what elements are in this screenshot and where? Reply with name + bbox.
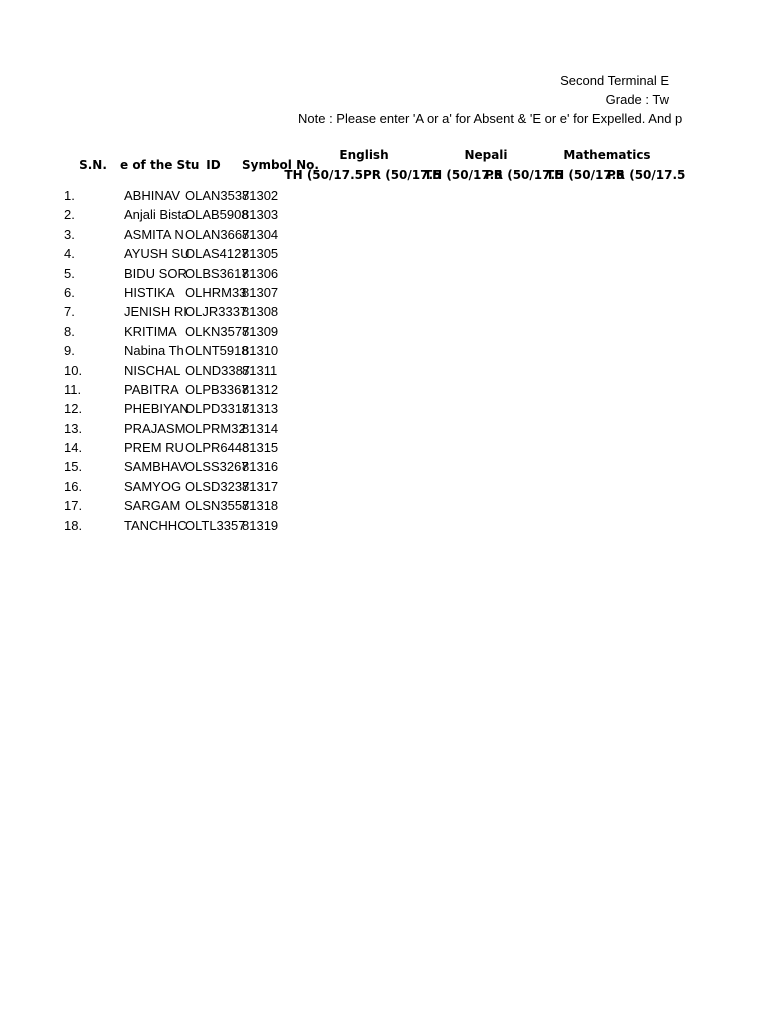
cell-sn[interactable]: 15. [64, 459, 83, 475]
cell-student-id[interactable]: OLND3387 [185, 362, 251, 378]
cell-student-name[interactable]: Anjali Bista [124, 207, 189, 223]
table-row [0, 244, 768, 263]
header-id: ID [206, 158, 221, 172]
cell-symbol-no[interactable]: 81308 [242, 304, 279, 320]
cell-student-id[interactable]: OLSN3557 [185, 498, 250, 514]
cell-sn[interactable]: 2. [64, 207, 75, 223]
cell-symbol-no[interactable]: 81311 [242, 362, 278, 378]
instruction-note: Note : Please enter 'A or a' for Absent & 'E or e' for Expelled. And p [298, 111, 683, 126]
cell-student-id[interactable]: OLSS3267 [185, 459, 249, 475]
cell-student-name[interactable]: ASMITA N [124, 226, 184, 242]
table-row [0, 205, 768, 224]
cell-student-name[interactable]: JENISH RI [124, 304, 187, 320]
cell-student-id[interactable]: OLSD3237 [185, 478, 250, 494]
cell-student-id[interactable]: OLPB3367 [185, 381, 249, 397]
cell-student-id[interactable]: OLPR6448 [185, 440, 250, 456]
report-title: Second Terminal E [560, 73, 669, 88]
cell-student-id[interactable]: OLAB5908 [185, 207, 249, 223]
table-row [0, 496, 768, 515]
subject-english: English [339, 148, 389, 162]
cell-symbol-no[interactable]: 81304 [242, 226, 279, 242]
cell-sn[interactable]: 9. [64, 343, 75, 359]
table-row [0, 341, 768, 360]
cell-sn[interactable]: 17. [64, 498, 83, 514]
cell-student-id[interactable]: OLAS4127 [185, 246, 249, 262]
cell-student-id[interactable]: OLAN3537 [185, 188, 250, 203]
cell-sn[interactable]: 12. [64, 401, 83, 417]
cell-student-name[interactable]: BIDU SOR [124, 265, 187, 281]
table-row [0, 361, 768, 380]
cell-student-name[interactable]: PRAJASM [124, 420, 186, 436]
cell-sn[interactable]: 13. [64, 420, 83, 436]
subheader-english-pr: PR (50/17.5 [363, 168, 442, 182]
cell-symbol-no[interactable]: 81307 [242, 284, 279, 300]
subheader-nepali-pr: PR (50/17.5 [485, 168, 564, 182]
cell-symbol-no[interactable]: 81315 [242, 440, 279, 456]
grade-label: Grade : Tw [605, 92, 669, 107]
cell-symbol-no[interactable]: 81314 [242, 420, 279, 436]
cell-student-name[interactable]: SAMYOG [124, 478, 182, 494]
cell-student-name[interactable]: NISCHAL [124, 362, 181, 378]
cell-symbol-no[interactable]: 81305 [242, 246, 279, 262]
cell-sn[interactable]: 4. [64, 246, 75, 262]
table-row [0, 438, 768, 457]
subheader-english-th: TH (50/17.5 [284, 168, 363, 182]
table-row [0, 283, 768, 302]
subheader-math-th: TH (50/17.5 [546, 168, 625, 182]
cell-student-name[interactable]: Nabina Th [124, 343, 184, 359]
cell-sn[interactable]: 3. [64, 226, 75, 242]
cell-sn[interactable]: 7. [64, 304, 75, 320]
cell-sn[interactable]: 6. [64, 284, 75, 300]
cell-sn[interactable]: 14. [64, 440, 83, 456]
header-student-name: e of the Stu [120, 158, 200, 172]
cell-symbol-no[interactable]: 81318 [242, 498, 279, 514]
cell-sn[interactable]: 8. [64, 323, 75, 339]
cell-symbol-no[interactable]: 81312 [242, 381, 279, 397]
subject-nepali: Nepali [464, 148, 508, 162]
marks-subheader-row [284, 166, 686, 185]
cell-student-name[interactable]: ABHINAV [124, 188, 181, 203]
cell-student-id[interactable]: OLBS3617 [185, 265, 249, 281]
cell-student-name[interactable]: AYUSH SU [124, 246, 190, 262]
table-row [0, 477, 768, 496]
table-row [0, 457, 768, 476]
cell-student-id[interactable]: OLNT5918 [185, 343, 249, 359]
subheader-nepali-th: TH (50/17.5 [424, 168, 503, 182]
cell-student-id[interactable]: OLHRM33 [185, 284, 247, 300]
table-row [0, 264, 768, 283]
cell-student-id[interactable]: OLKN3577 [185, 323, 250, 339]
cell-sn[interactable]: 18. [64, 517, 83, 533]
cell-student-id[interactable]: OLTL3357 [185, 517, 246, 533]
cell-symbol-no[interactable]: 81309 [242, 323, 279, 339]
cell-student-name[interactable]: KRITIMA [124, 323, 177, 339]
header-symbol-no: Symbol No. [242, 158, 319, 172]
cell-student-id[interactable]: OLJR3337 [185, 304, 248, 320]
table-row [0, 302, 768, 321]
cell-student-name[interactable]: PABITRA [124, 381, 179, 397]
cell-student-name[interactable]: SARGAM [124, 498, 181, 514]
header-sn: S.N. [79, 158, 107, 172]
table-row [0, 380, 768, 399]
cell-sn[interactable]: 16. [64, 478, 83, 494]
table-row [0, 186, 768, 205]
cell-student-name[interactable]: PREM RU [124, 440, 184, 456]
table-row [0, 322, 768, 341]
cell-symbol-no[interactable]: 81316 [242, 459, 279, 475]
cell-symbol-no[interactable]: 81319 [242, 517, 279, 533]
table-row [0, 225, 768, 244]
subheader-math-pr: PR (50/17.5 [607, 168, 686, 182]
table-row [0, 399, 768, 418]
subject-mathematics: Mathematics [563, 148, 651, 162]
cell-student-id[interactable]: OLPRM32 [185, 420, 246, 436]
table-row [0, 516, 768, 535]
student-table [0, 186, 768, 535]
table-row [0, 419, 768, 438]
cell-student-name[interactable]: SAMBHAV [124, 459, 187, 475]
cell-symbol-no[interactable]: 81313 [242, 401, 279, 417]
cell-symbol-no[interactable]: 81317 [242, 478, 279, 494]
cell-student-name[interactable]: TANCHHC [124, 517, 187, 533]
cell-student-name[interactable]: PHEBIYAN [124, 401, 189, 417]
cell-sn[interactable]: 5. [64, 265, 75, 281]
cell-student-id[interactable]: OLAN3667 [185, 226, 250, 242]
cell-symbol-no[interactable]: 81310 [242, 343, 279, 359]
cell-student-id[interactable]: OLPD3317 [185, 401, 250, 417]
cell-symbol-no[interactable]: 81303 [242, 207, 279, 223]
cell-symbol-no[interactable]: 81302 [242, 188, 279, 203]
cell-sn[interactable]: 1. [64, 188, 75, 203]
cell-sn[interactable]: 11. [64, 381, 82, 397]
cell-student-name[interactable]: HISTIKA [124, 284, 175, 300]
cell-symbol-no[interactable]: 81306 [242, 265, 279, 281]
cell-sn[interactable]: 10. [64, 362, 83, 378]
